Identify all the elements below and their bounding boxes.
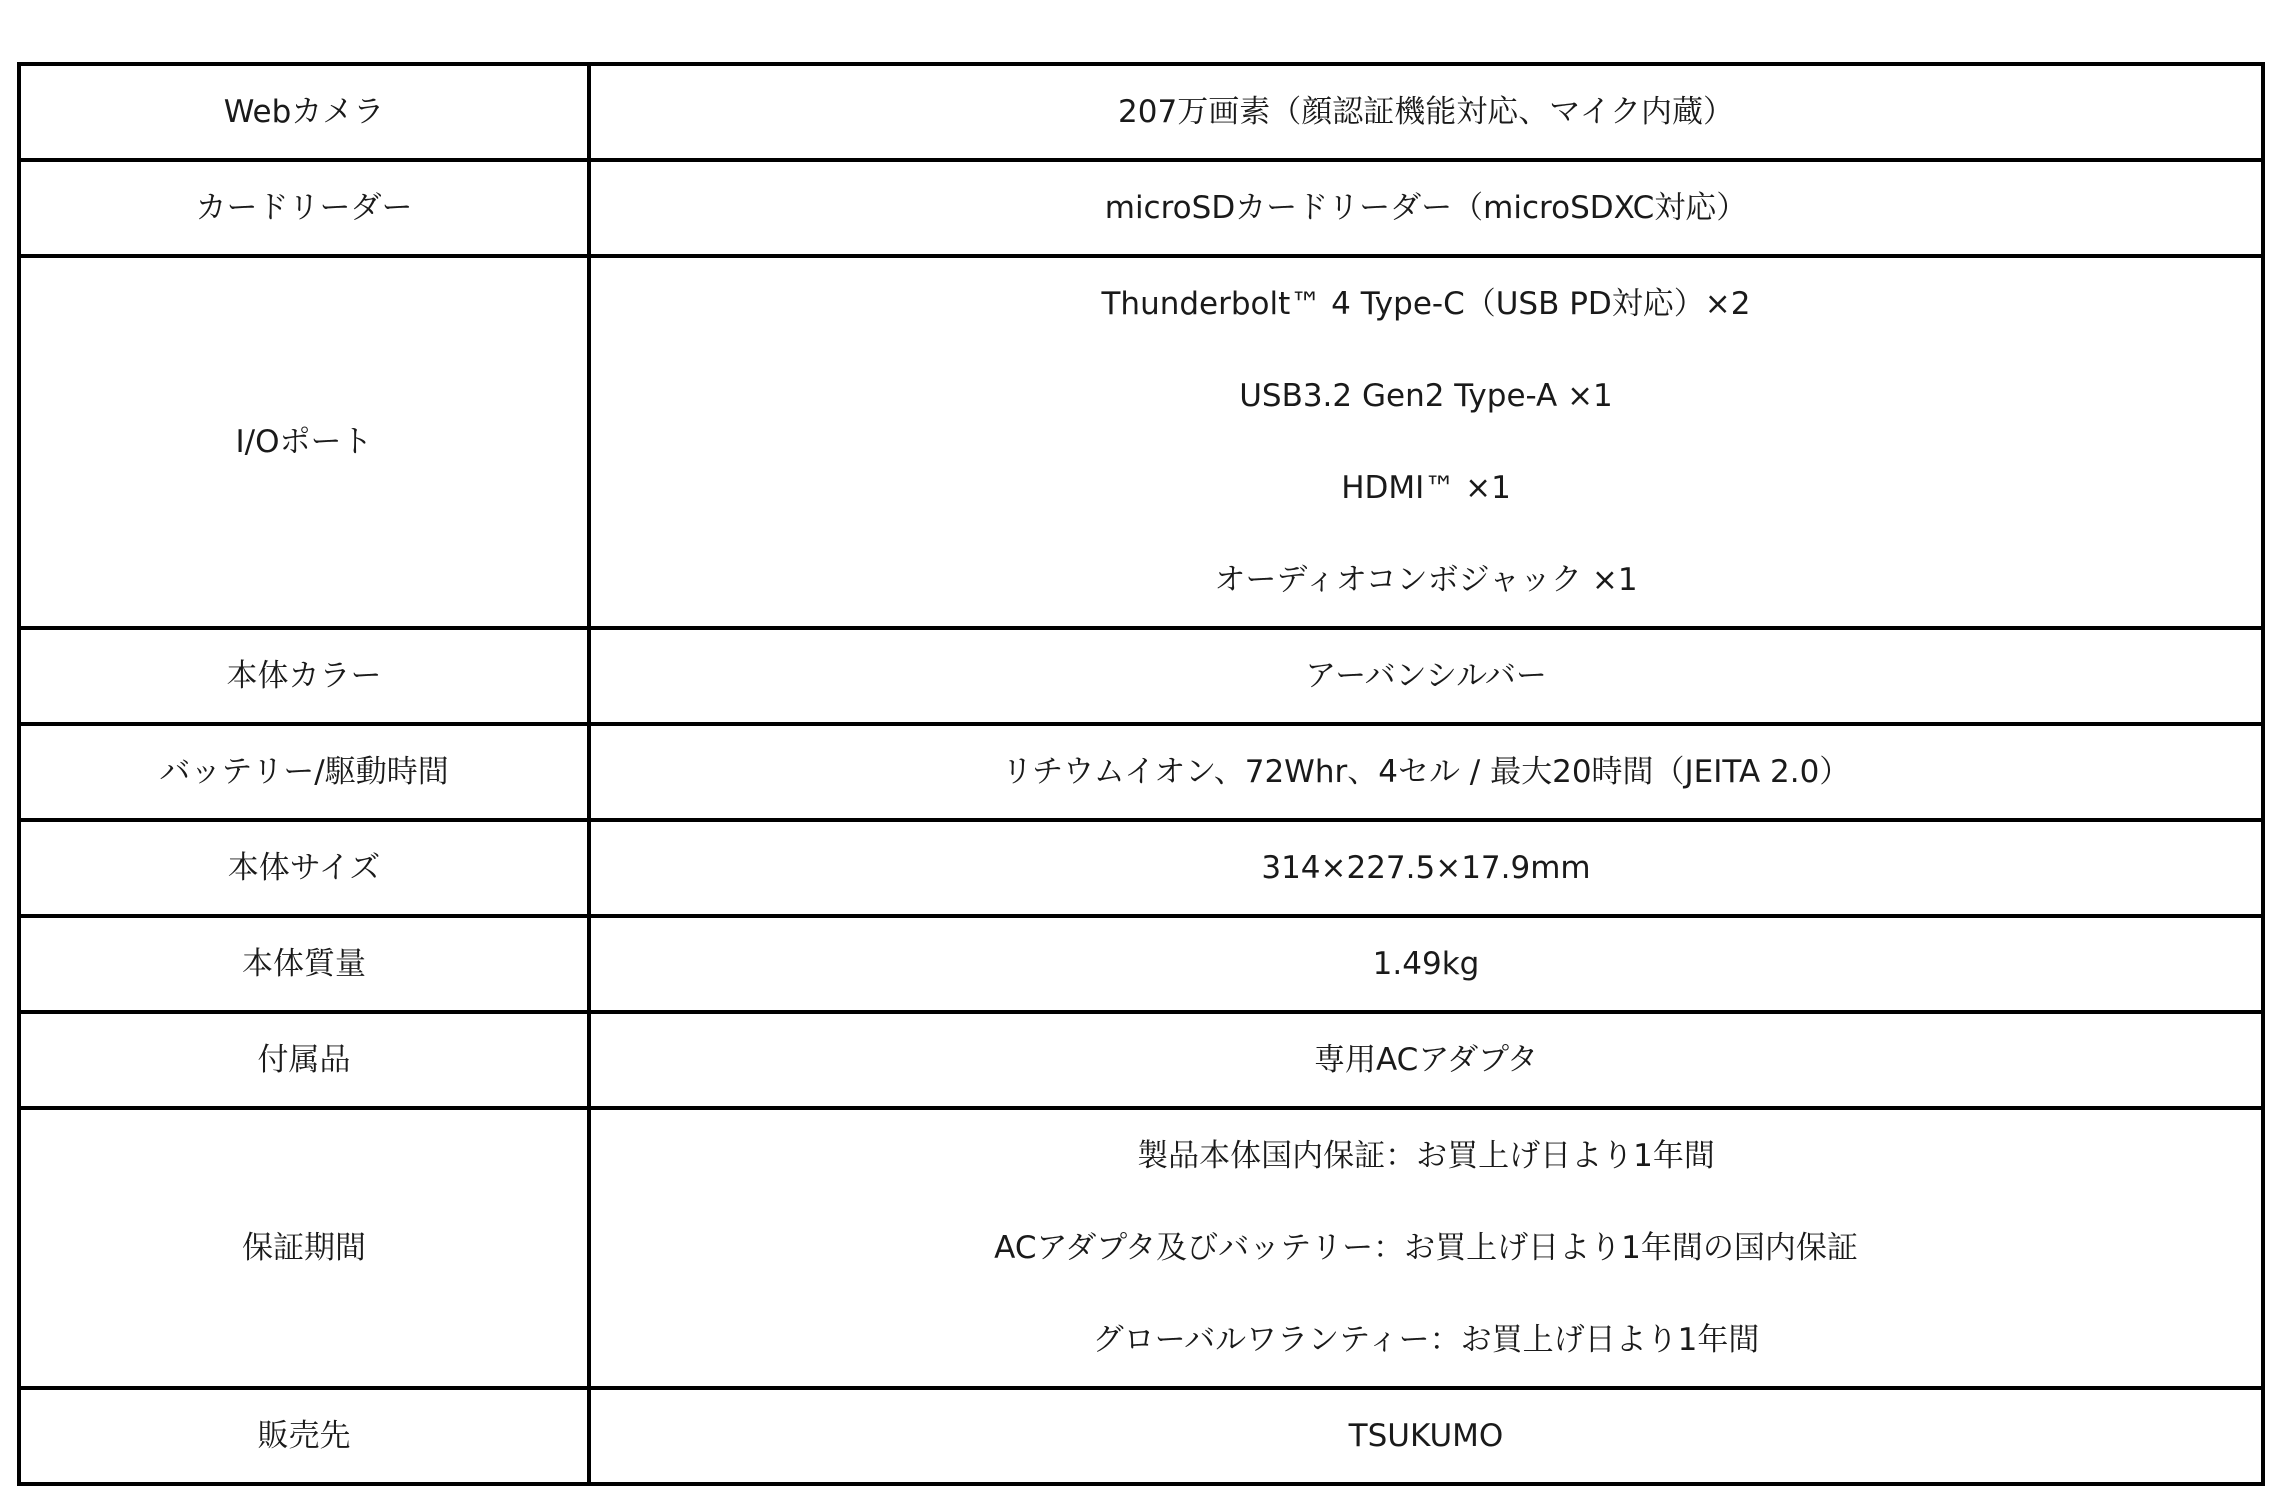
row-label: カードリーダー bbox=[19, 160, 589, 256]
value-line: オーディオコンボジャック ×1 bbox=[1214, 562, 1638, 598]
table-row-color bbox=[19, 628, 2263, 724]
row-value bbox=[589, 64, 2263, 160]
table-row-weight bbox=[19, 916, 2263, 1012]
value-line: 製品本体国内保証：お買上げ日より1年間 bbox=[1137, 1138, 1715, 1174]
table-row-battery bbox=[19, 724, 2263, 820]
row-value bbox=[589, 820, 2263, 916]
value-line: 314×227.5×17.9mm bbox=[1261, 850, 1591, 886]
spec-table bbox=[17, 62, 2265, 1486]
value-line: アーバンシルバー bbox=[1305, 658, 1547, 694]
row-value bbox=[589, 256, 2263, 628]
value-line: TSUKUMO bbox=[1348, 1418, 1504, 1454]
table-row-warranty bbox=[19, 1108, 2263, 1388]
row-value bbox=[589, 628, 2263, 724]
table-row-size bbox=[19, 820, 2263, 916]
table-row-io-ports bbox=[19, 256, 2263, 628]
row-label: 本体サイズ bbox=[19, 820, 589, 916]
table-row-seller bbox=[19, 1388, 2263, 1484]
row-label: 付属品 bbox=[19, 1012, 589, 1108]
row-value bbox=[589, 1388, 2263, 1484]
value-line: HDMI™ ×1 bbox=[1341, 470, 1511, 506]
value-line: USB3.2 Gen2 Type-A ×1 bbox=[1239, 378, 1613, 414]
value-line: リチウムイオン、72Whr、4セル / 最大20時間（JEITA 2.0） bbox=[1001, 754, 1851, 790]
row-label: I/Oポート bbox=[19, 256, 589, 628]
row-value bbox=[589, 1108, 2263, 1388]
row-label: 本体カラー bbox=[19, 628, 589, 724]
table-row-accessories bbox=[19, 1012, 2263, 1108]
row-label: Webカメラ bbox=[19, 64, 589, 160]
value-line: microSDカードリーダー（microSDXC対応） bbox=[1104, 190, 1748, 226]
value-line: ACアダプタ及びバッテリー：お買上げ日より1年間の国内保証 bbox=[994, 1230, 1858, 1266]
row-value bbox=[589, 1012, 2263, 1108]
row-label: 本体質量 bbox=[19, 916, 589, 1012]
row-label: バッテリー/駆動時間 bbox=[19, 724, 589, 820]
table-row-card-reader bbox=[19, 160, 2263, 256]
row-label: 販売先 bbox=[19, 1388, 589, 1484]
value-line: 207万画素（顔認証機能対応、マイク内蔵） bbox=[1118, 94, 1734, 130]
value-line: Thunderbolt™ 4 Type-C（USB PD対応）×2 bbox=[1101, 286, 1751, 322]
row-value bbox=[589, 724, 2263, 820]
row-label: 保証期間 bbox=[19, 1108, 589, 1388]
value-line: 1.49kg bbox=[1372, 946, 1480, 982]
table-row-webcam bbox=[19, 64, 2263, 160]
row-value bbox=[589, 160, 2263, 256]
row-value bbox=[589, 916, 2263, 1012]
value-line: グローバルワランティー：お買上げ日より1年間 bbox=[1092, 1322, 1760, 1358]
value-line: 専用ACアダプタ bbox=[1314, 1042, 1538, 1078]
